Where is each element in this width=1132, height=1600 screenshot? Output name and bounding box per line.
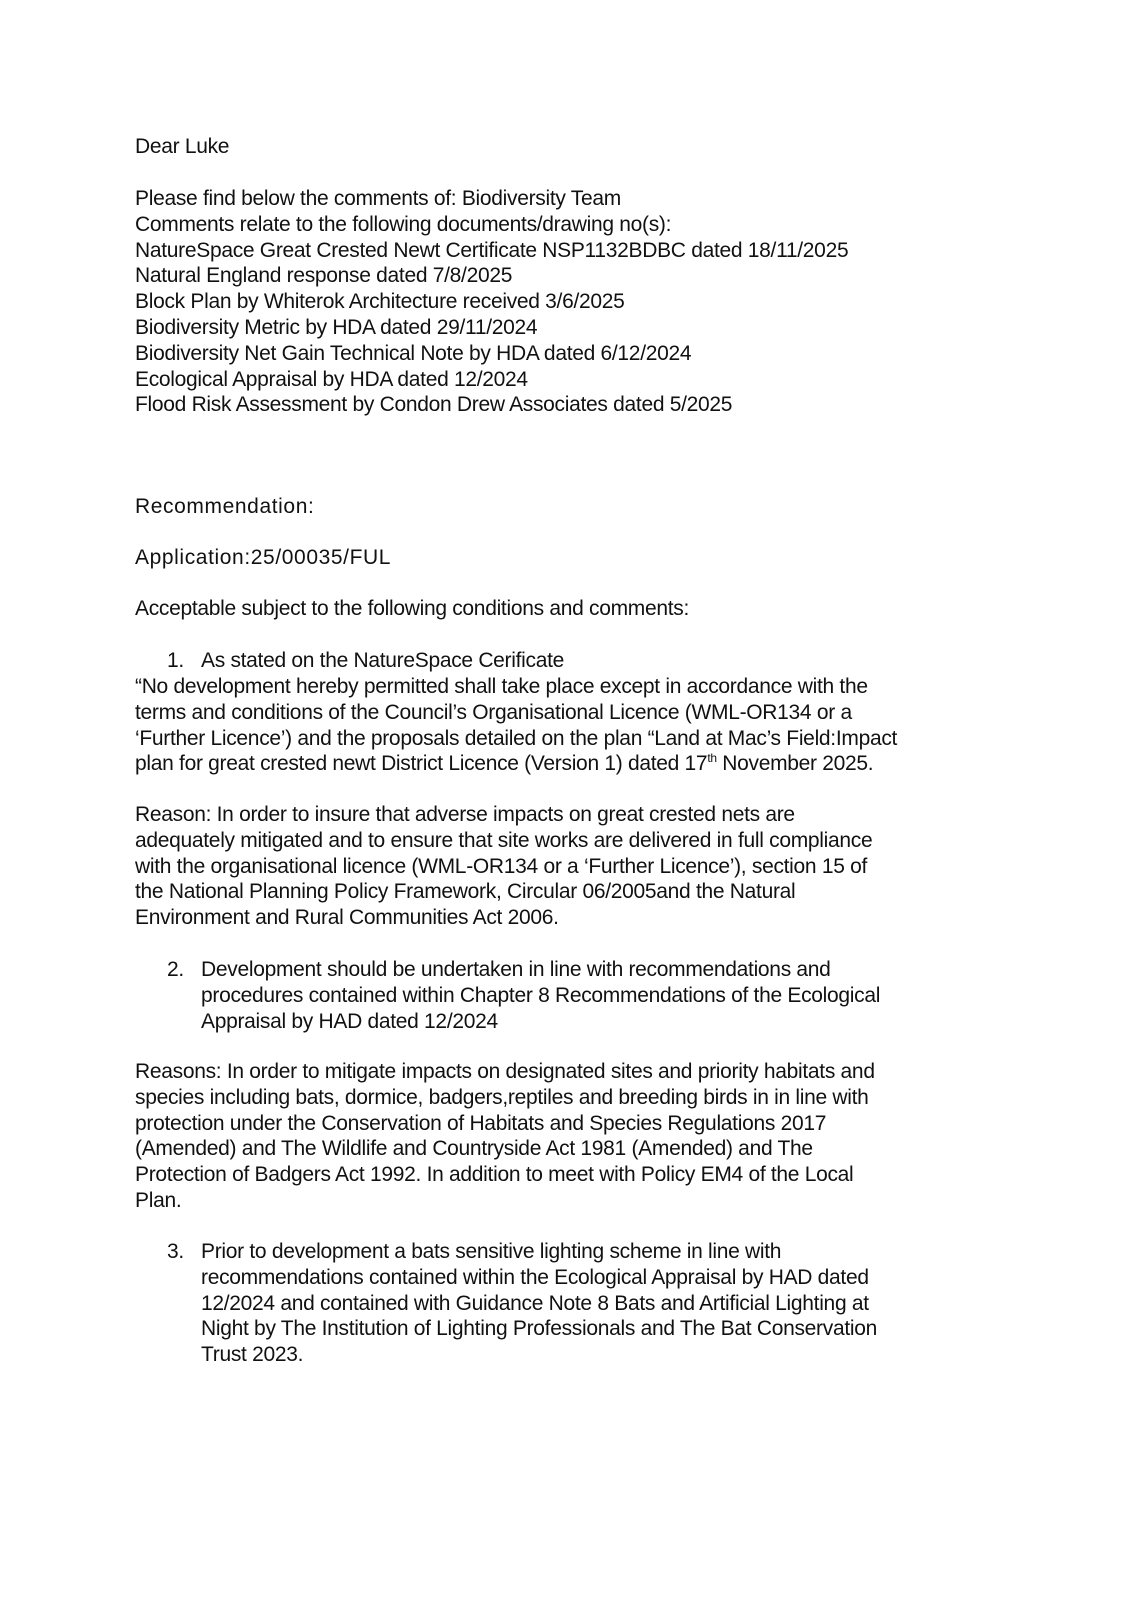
reason-line: adequately mitigated and to ensure that site works are delivered in full compliance (135, 828, 873, 852)
document-item: Biodiversity Metric by HDA dated 29/11/2024 (135, 315, 538, 339)
document-item: Ecological Appraisal by HDA dated 12/2024 (135, 367, 528, 391)
greeting (135, 134, 995, 160)
quote-text: November 2025. (716, 752, 874, 776)
condition-3 (135, 1239, 995, 1368)
application-ref (135, 545, 995, 571)
condition-text: As stated on the NatureSpace Cerificate (201, 649, 565, 672)
document-item: Biodiversity Net Gain Technical Note by HDA dated 6/12/2024 (135, 341, 692, 365)
quote-line (135, 751, 995, 777)
quote-line: terms and conditions of the Council’s Organisational Licence (WML-OR134 or a (135, 700, 852, 724)
reason-line: the National Planning Policy Framework, Circular 06/2005and the Natural (135, 880, 796, 904)
condition-1-reason (135, 802, 995, 931)
acceptable-text: Acceptable subject to the following conditions and comments: (135, 597, 689, 620)
condition-text: Prior to development a bats sensitive lighting scheme in line with (201, 1240, 782, 1263)
condition-text: procedures contained within Chapter 8 Recommendations of the Ecological (201, 983, 881, 1007)
document-item: Natural England response dated 7/8/2025 (135, 264, 513, 288)
condition-text: Development should be undertaken in line with recommendations and (201, 958, 831, 981)
reason-line: Reason: In order to insure that adverse impacts on great crested nets are (135, 803, 795, 826)
condition-2 (135, 957, 995, 1034)
condition-2-reason (135, 1059, 995, 1214)
recommendation-label (135, 494, 995, 520)
comments-of: Please find below the comments of: Biodiversity Team (135, 187, 621, 210)
reason-line: Protection of Badgers Act 1992. In addition to meet with Policy EM4 of the Local (135, 1163, 854, 1187)
condition-text: 12/2024 and contained with Guidance Note 8 Bats and Artificial Lighting at (201, 1291, 869, 1315)
condition-text: Night by The Institution of Lighting Professionals and The Bat Conservation (201, 1317, 877, 1341)
ordinal-suffix: th (707, 751, 717, 766)
condition-1-quote (135, 674, 995, 777)
reason-line: protection under the Conservation of Habitats and Species Regulations 2017 (135, 1111, 827, 1135)
condition-number: 2. (167, 958, 184, 981)
condition-number: 3. (167, 1240, 184, 1263)
application-text: Application:25/00035/FUL (135, 546, 392, 569)
condition-1 (135, 648, 995, 674)
reason-line: Environment and Rural Communities Act 2006. (135, 906, 559, 930)
recommendation-text: Recommendation: (135, 495, 315, 518)
reason-line: species including bats, dormice, badgers,reptiles and breeding birds in in line with (135, 1085, 869, 1109)
condition-text: Appraisal by HAD dated 12/2024 (201, 1009, 498, 1033)
document-item: NatureSpace Great Crested Newt Certificate NSP1132BDBC dated 18/11/2025 (135, 238, 849, 262)
greeting-text: Dear Luke (135, 135, 230, 158)
condition-text: recommendations contained within the Ecological Appraisal by HAD dated (201, 1265, 869, 1289)
reason-line: (Amended) and The Wildlife and Countryside Act 1981 (Amended) and The (135, 1137, 813, 1161)
document-item: Block Plan by Whiterok Architecture received 3/6/2025 (135, 290, 625, 314)
quote-line: ‘Further Licence’) and the proposals detailed on the plan “Land at Mac’s Field:Impact (135, 726, 898, 750)
condition-number: 1. (167, 649, 184, 672)
reason-line: Plan. (135, 1188, 182, 1212)
acceptable-statement (135, 596, 995, 622)
reason-line: Reasons: In order to mitigate impacts on designated sites and priority habitats and (135, 1060, 875, 1083)
relate-text: Comments relate to the following documents/drawing no(s): (135, 212, 672, 236)
quote-text: plan for great crested newt District Licence (Version 1) dated 17 (135, 752, 708, 776)
reason-line: with the organisational licence (WML-OR134 or a ‘Further Licence’), section 15 of (135, 854, 868, 878)
document-item: Flood Risk Assessment by Condon Drew Associates dated 5/2025 (135, 393, 733, 417)
quote-line: “No development hereby permitted shall take place except in accordance with the (135, 675, 868, 698)
condition-text: Trust 2023. (201, 1343, 304, 1367)
intro-block (135, 186, 995, 418)
